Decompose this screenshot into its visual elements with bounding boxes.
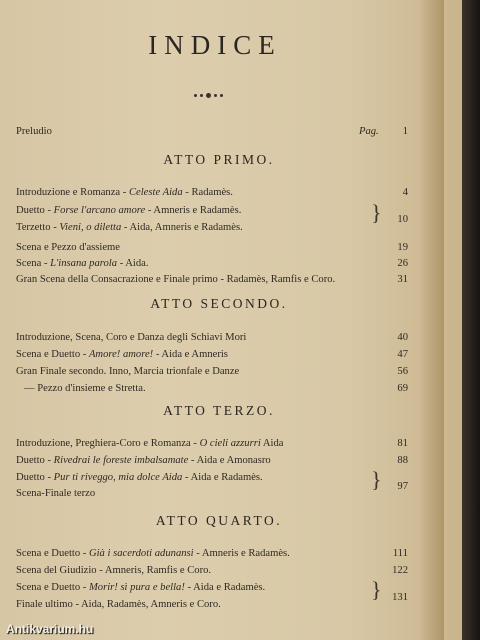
- index-entry: Duetto - Pur ti riveggo, mia dolce Aida - Aida e Radamès.: [16, 472, 263, 483]
- page-title: INDICE: [148, 30, 282, 60]
- index-entry: Gran Scena della Consacrazione e Finale primo - Radamès, Ramfis e Coro. 31: [16, 272, 408, 288]
- entry-page: 19: [397, 242, 408, 253]
- index-entry: Duetto - Rivedrai le foreste imbalsamate - Aida e Amonasro 88: [16, 453, 408, 469]
- book-edge: [462, 0, 480, 640]
- section-heading-atto-quarto: ATTO QUARTO.: [155, 513, 283, 528]
- entry-page: 10: [397, 214, 408, 225]
- entry-page: 4: [402, 187, 408, 198]
- entry-page: 111: [392, 548, 408, 559]
- entry-page: 81: [397, 438, 408, 449]
- section-heading-atto-terzo: ATTO TERZO.: [163, 403, 275, 418]
- index-entry: Finale ultimo - Aida, Radamès, Amneris e Coro. 131: [16, 592, 408, 610]
- index-entry: Scena e Duetto - Amore! amore! - Aida e Amneris 47: [16, 347, 408, 363]
- index-entry: Scena e Pezzo d'assieme 19: [16, 240, 408, 256]
- index-entry: Introduzione, Scena, Coro e Danza degli Schiavi Mori 40: [16, 330, 408, 346]
- entry-page: 47: [397, 349, 408, 360]
- entry-page: 56: [397, 366, 408, 377]
- index-entry: Scena del Giudizio - Amneris, Ramfis e Coro. 122: [16, 563, 408, 579]
- entry-page: 1: [402, 126, 408, 137]
- watermark: Antikvarium.hu: [6, 622, 94, 636]
- brace-icon: }: [371, 467, 382, 492]
- ornament-divider: [192, 86, 268, 92]
- index-entry: Scena e Duetto - Morir! sì pura e bella! - Aida e Radamès.: [16, 582, 266, 593]
- index-entry: — Pezzo d'insieme e Stretta. 69: [16, 381, 408, 397]
- index-entry: Gran Finale secondo. Inno, Marcia trionfale e Danze 56: [16, 364, 408, 380]
- section-heading-atto-primo: ATTO PRIMO.: [163, 152, 275, 167]
- pag-label: Pag.: [358, 126, 379, 137]
- index-entry: Scena e Duetto - Già i sacerdoti adunansi - Amneris e Radamès. 111: [16, 546, 408, 562]
- index-entry: Introduzione e Romanza - Celeste Aida - Radamès. 4: [16, 185, 408, 201]
- entry-page: 97: [397, 481, 408, 492]
- brace-icon: }: [371, 200, 382, 225]
- index-entry: Scena - L'insana parola - Aida. 26: [16, 256, 408, 272]
- index-entry: Terzetto - Vieni, o diletta - Aida, Amneris e Radamès. 10: [16, 214, 408, 233]
- section-heading-atto-secondo: ATTO SECONDO.: [150, 296, 288, 311]
- index-entry: Introduzione, Preghiera-Coro e Romanza - O cieli azzurri Aida 81: [16, 436, 408, 452]
- brace-icon: }: [371, 577, 382, 602]
- entry-page: 131: [392, 592, 408, 603]
- entry-title: Preludio: [16, 126, 52, 137]
- entry-page: 26: [397, 258, 408, 269]
- entry-page: 88: [397, 455, 408, 466]
- entry-page: 31: [397, 274, 408, 285]
- page-stain: [418, 0, 444, 640]
- index-entry-preludio: [16, 124, 408, 140]
- entry-page: 122: [392, 565, 408, 576]
- entry-page: 40: [397, 332, 408, 343]
- entry-page: 69: [397, 383, 408, 394]
- index-entry: Duetto - Forse l'arcano amore - Amneris e Radamès.: [16, 205, 242, 216]
- index-entry: Scena-Finale terzo 97: [16, 481, 408, 499]
